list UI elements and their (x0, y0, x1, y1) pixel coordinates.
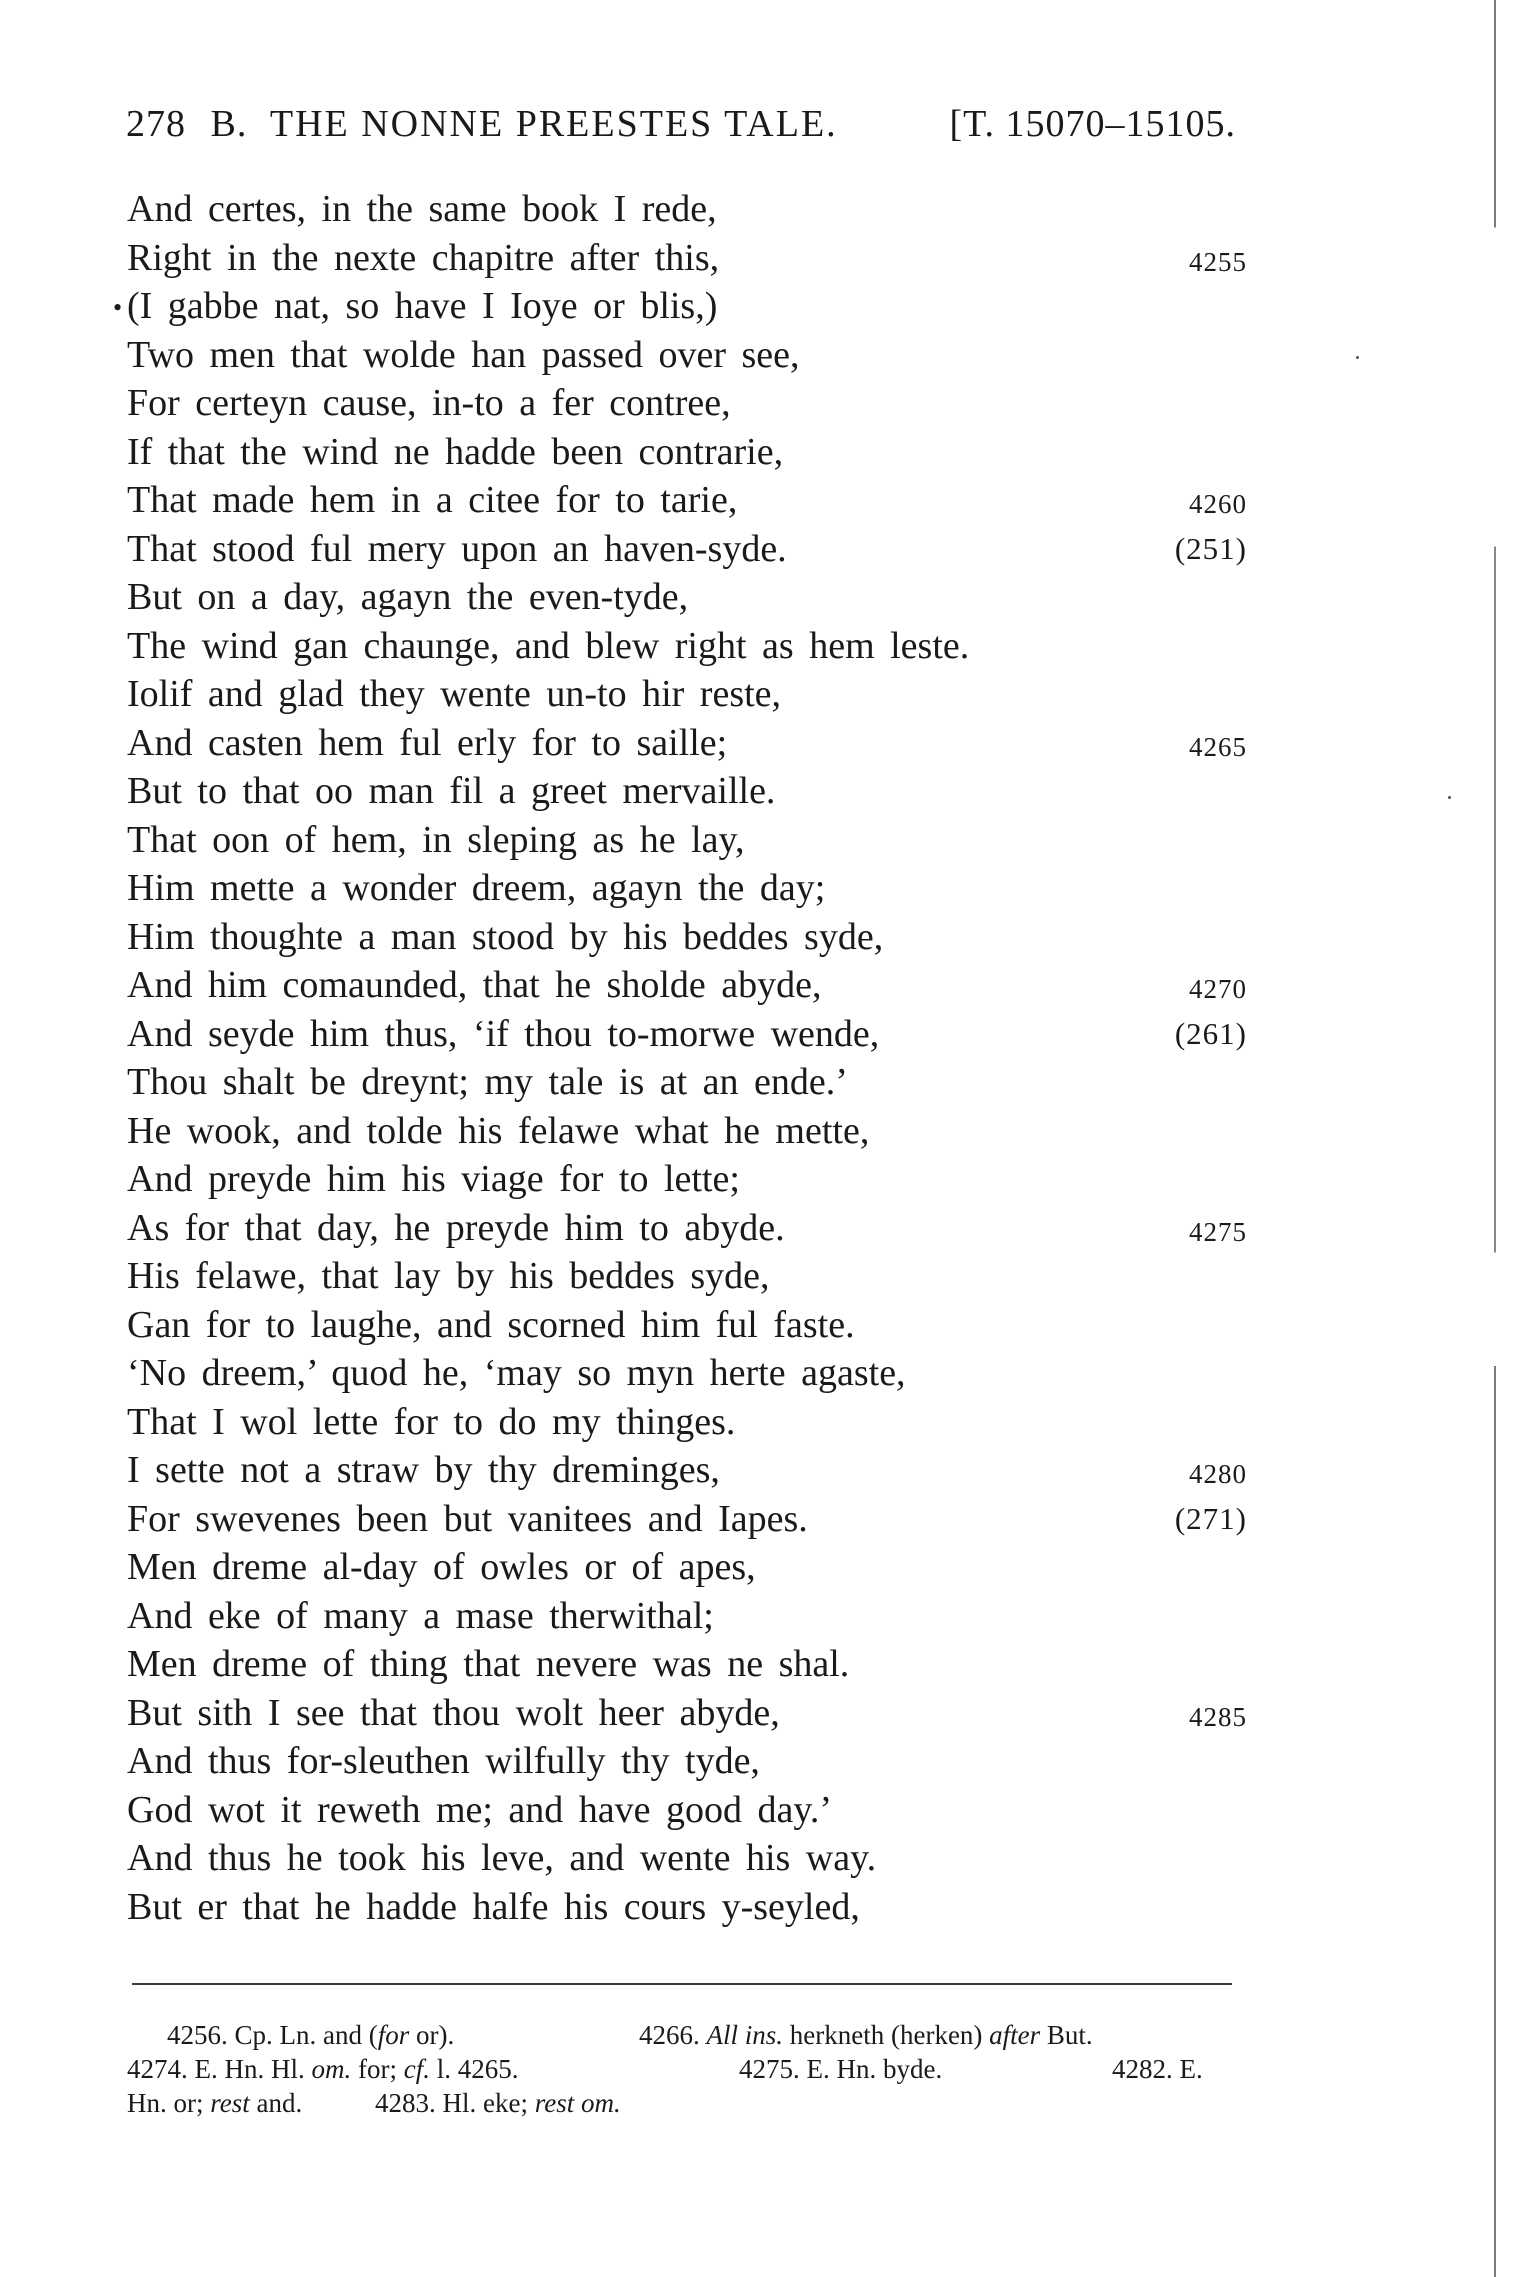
verse-line (127, 767, 1247, 816)
verse-text: For certeyn cause, in-to a fer contree, (127, 382, 731, 424)
page-edge-shadow (1494, 0, 1496, 2277)
verse-line (127, 1446, 1247, 1495)
verse-line (127, 476, 1247, 525)
verse-text: ‘No dreem,’ quod he, ‘may so myn herte agaste, (127, 1352, 906, 1394)
verse-text: I sette not a straw by thy dreminges, (127, 1449, 720, 1491)
verse-text: But to that oo man fil a greet mervaille. (127, 770, 776, 812)
verse-text: God wot it reweth me; and have good day.’ (127, 1788, 833, 1831)
verse-text: And certes, in the same book I rede, (127, 188, 717, 230)
verse-text: And thus for-sleuthen wilfully thy tyde, (127, 1740, 760, 1782)
verse-line (113, 282, 1247, 331)
verse-line (127, 1010, 1247, 1059)
verse-text: If that the wind ne hadde been contrarie, (127, 430, 784, 473)
line-number: 4260 (1189, 489, 1247, 519)
verse-line (127, 1640, 1247, 1689)
verse-text: That stood ful mery upon an haven-syde. (127, 527, 787, 570)
line-range: [T. 15070–15105. (949, 103, 1236, 145)
verse-line (127, 1252, 1247, 1301)
verse-text: Iolif and glad they wente un-to hir reste, (127, 673, 782, 715)
line-number: 4275 (1189, 1216, 1247, 1247)
verse-line (127, 622, 1247, 671)
verse-text: Him thoughte a man stood by his beddes syde, (127, 915, 884, 958)
verse-line (127, 719, 1247, 768)
group-line-number: (261) (1174, 1015, 1247, 1051)
verse-line (127, 1786, 1247, 1835)
verse-line (127, 1398, 1247, 1447)
verse-line (127, 1689, 1247, 1738)
verse-text: And preyde him his viage for to lette; (127, 1158, 740, 1200)
speck (1356, 356, 1359, 359)
verse-text: Gan for to laughe, and scorned him ful faste. (127, 1303, 855, 1346)
footnote-4266: 4266. All ins. herkneth (herken) after But. (639, 2020, 1093, 2050)
verse-line (127, 1204, 1247, 1253)
group-line-number: (251) (1174, 530, 1247, 566)
footnote-rule (132, 1983, 1232, 1985)
verse-line (127, 1543, 1247, 1592)
verse-text: He wook, and tolde his felawe what he mette, (127, 1109, 870, 1152)
verse-line (127, 1155, 1247, 1204)
verse-text: And him comaunded, that he sholde abyde, (127, 964, 822, 1006)
footnote-4282: 4282. E. (1112, 2054, 1203, 2084)
verse-text: As for that day, he preyde him to abyde. (127, 1206, 785, 1249)
verse-text: That made hem in a citee for to tarie, (127, 479, 738, 521)
verse-text: But er that he hadde halfe his cours y-seyled, (127, 1885, 860, 1928)
verse-text: Him mette a wonder dreem, agayn the day; (127, 867, 826, 909)
verse-line (127, 379, 1247, 428)
verse-line (127, 1058, 1247, 1107)
running-head (126, 102, 1236, 146)
line-number: 4255 (1189, 246, 1247, 277)
margin-mark: • (113, 293, 123, 322)
verse-line (127, 670, 1247, 719)
verse-text: And seyde him thus, ‘if thou to-morwe wende, (127, 1012, 880, 1055)
line-number: 4285 (1189, 1701, 1247, 1732)
verse-line (127, 185, 1247, 234)
verse-text: Right in the nexte chapitre after this, (127, 236, 720, 279)
footnote-4282-cont: Hn. or; rest and. (127, 2088, 303, 2118)
verse-line (127, 1834, 1247, 1883)
verse-text: Thou shalt be dreynt; my tale is at an ende.’ (127, 1061, 848, 1103)
verse-line (127, 961, 1247, 1010)
verse-line (127, 1495, 1247, 1544)
verse-line (127, 913, 1247, 962)
footnote-4256: 4256. Cp. Ln. and (for or). (167, 2020, 455, 2050)
section-letter: B. (210, 103, 248, 145)
verse-line (127, 816, 1247, 865)
verse-text: And eke of many a mase therwithal; (127, 1594, 714, 1637)
footnote-4283: 4283. Hl. eke; rest om. (375, 2088, 621, 2118)
verse-text: (I gabbe nat, so have I Ioye or blis,) (127, 285, 718, 327)
verse-text: And casten hem ful erly for to saille; (127, 721, 728, 764)
footnote-row-1 (127, 2018, 1237, 2052)
poem-text (113, 185, 1247, 1931)
verse-line (127, 1592, 1247, 1641)
footnotes (127, 2018, 1237, 2120)
verse-line (127, 1349, 1247, 1398)
speck (1448, 796, 1451, 799)
footnote-row-3 (127, 2086, 1237, 2120)
verse-line (127, 573, 1247, 622)
verse-text: Men dreme of thing that nevere was ne shal. (127, 1643, 850, 1685)
verse-text: The wind gan chaunge, and blew right as hem leste. (127, 624, 970, 667)
group-line-number: (271) (1174, 1500, 1247, 1536)
footnote-row-2 (127, 2052, 1237, 2086)
verse-text: That oon of hem, in sleping as he lay, (127, 818, 745, 861)
verse-text: For swevenes been but vanitees and Iapes. (127, 1497, 808, 1540)
verse-line (127, 1107, 1247, 1156)
footnote-4275: 4275. E. Hn. byde. (739, 2054, 943, 2084)
verse-text: Two men that wolde han passed over see, (127, 333, 800, 376)
verse-line (127, 864, 1247, 913)
tale-title: THE NONNE PREESTES TALE. (269, 103, 838, 145)
line-number: 4265 (1189, 731, 1247, 762)
footnote-4274: 4274. E. Hn. Hl. om. for; cf. l. 4265. (127, 2054, 519, 2084)
verse-line (127, 1737, 1247, 1786)
verse-text: But on a day, agayn the even-tyde, (127, 576, 689, 618)
verse-line (127, 525, 1247, 574)
verse-line (127, 1883, 1247, 1932)
line-number: 4280 (1189, 1459, 1247, 1489)
verse-text: Men dreme al-day of owles or of apes, (127, 1546, 756, 1588)
verse-line (127, 331, 1247, 380)
verse-line (127, 234, 1247, 283)
line-number: 4270 (1189, 974, 1247, 1004)
verse-text: That I wol lette for to do my thinges. (127, 1400, 736, 1443)
verse-text: His felawe, that lay by his beddes syde, (127, 1255, 770, 1297)
page-number: 278 (126, 103, 186, 145)
verse-text: But sith I see that thou wolt heer abyde, (127, 1691, 780, 1734)
verse-text: And thus he took his leve, and wente his way. (127, 1837, 877, 1879)
verse-line (127, 1301, 1247, 1350)
verse-line (127, 428, 1247, 477)
